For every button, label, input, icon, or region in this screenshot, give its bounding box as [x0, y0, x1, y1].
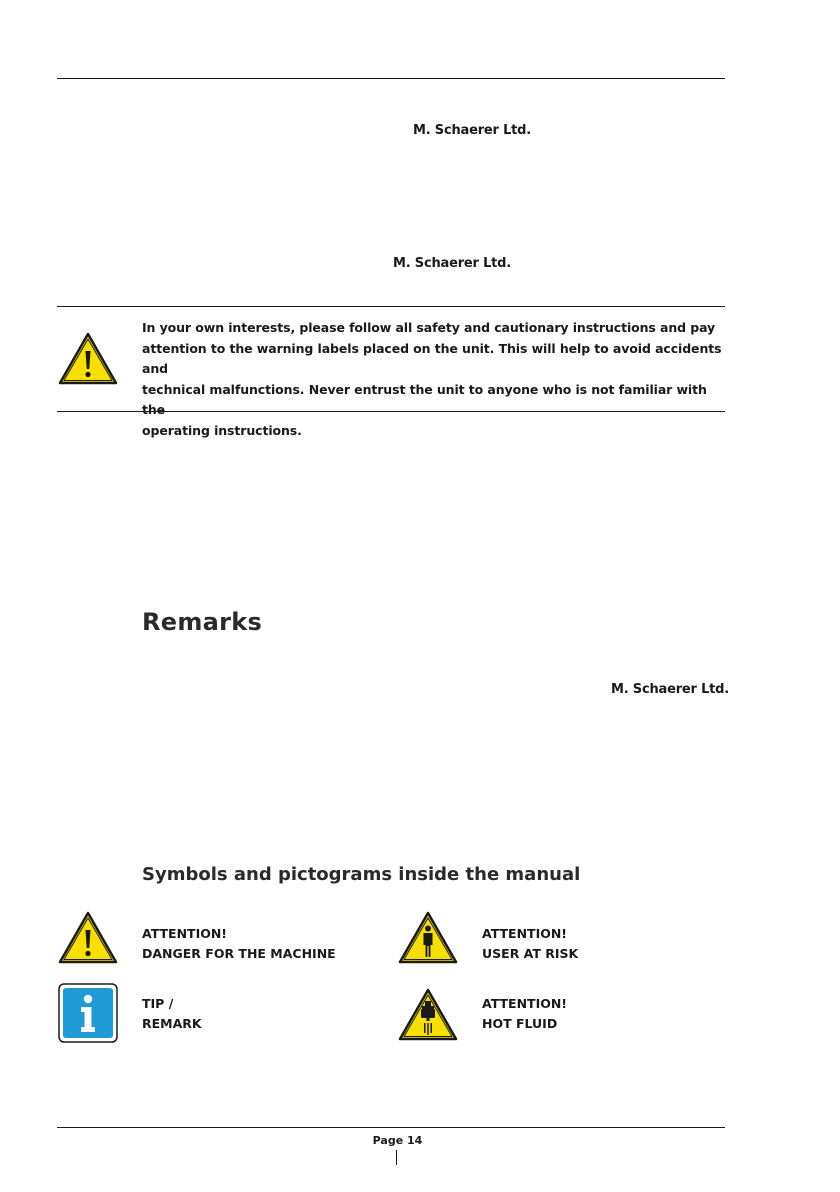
symbol-tip-line-1: TIP / [142, 996, 174, 1011]
safety-line-3: technical malfunctions. Never entrust the unit to anyone who is not familiar with the [142, 381, 707, 417]
safety-line-1: In your own interests, please follow all safety and cautionary instructions and pay [142, 320, 716, 335]
symbol-label-user [482, 924, 578, 964]
symbol-label-machine [142, 924, 336, 964]
symbol-tip-line-2: REMARK [142, 1016, 202, 1031]
page-tick-mark [396, 1150, 397, 1165]
page-number: Page 14 [372, 1134, 423, 1147]
remarks-heading: Remarks [142, 608, 263, 636]
person-warning-icon [397, 910, 459, 966]
footer-rule [57, 1127, 725, 1128]
company-name-1: M. Schaerer Ltd. [413, 123, 532, 138]
symbol-hot-line-1: ATTENTION! [482, 996, 568, 1011]
symbol-user-line-1: ATTENTION! [482, 926, 568, 941]
symbol-label-tip [142, 994, 202, 1034]
symbol-hot-line-2: HOT FLUID [482, 1016, 558, 1031]
symbol-machine-line-1: ATTENTION! [142, 926, 228, 941]
hot-fluid-icon [397, 987, 459, 1043]
symbol-machine-line-2: DANGER FOR THE MACHINE [142, 946, 336, 961]
safety-notice [142, 318, 727, 441]
warning-triangle-icon [57, 331, 119, 387]
remarks-company-name: M. Schaerer Ltd. [611, 682, 730, 697]
warning-triangle-icon [57, 910, 119, 966]
info-icon [57, 982, 119, 1044]
safety-line-4: operating instructions. [142, 422, 302, 438]
company-name-2: M. Schaerer Ltd. [393, 256, 512, 271]
top-rule [57, 78, 725, 79]
symbol-label-hot-fluid [482, 994, 567, 1034]
symbol-user-line-2: USER AT RISK [482, 946, 579, 961]
symbols-heading: Symbols and pictograms inside the manual [142, 864, 581, 885]
safety-line-2: attention to the warning labels placed on the unit. This will help to avoid accidents and [142, 340, 722, 376]
safety-top-rule [57, 306, 725, 307]
safety-bottom-rule [57, 411, 725, 412]
